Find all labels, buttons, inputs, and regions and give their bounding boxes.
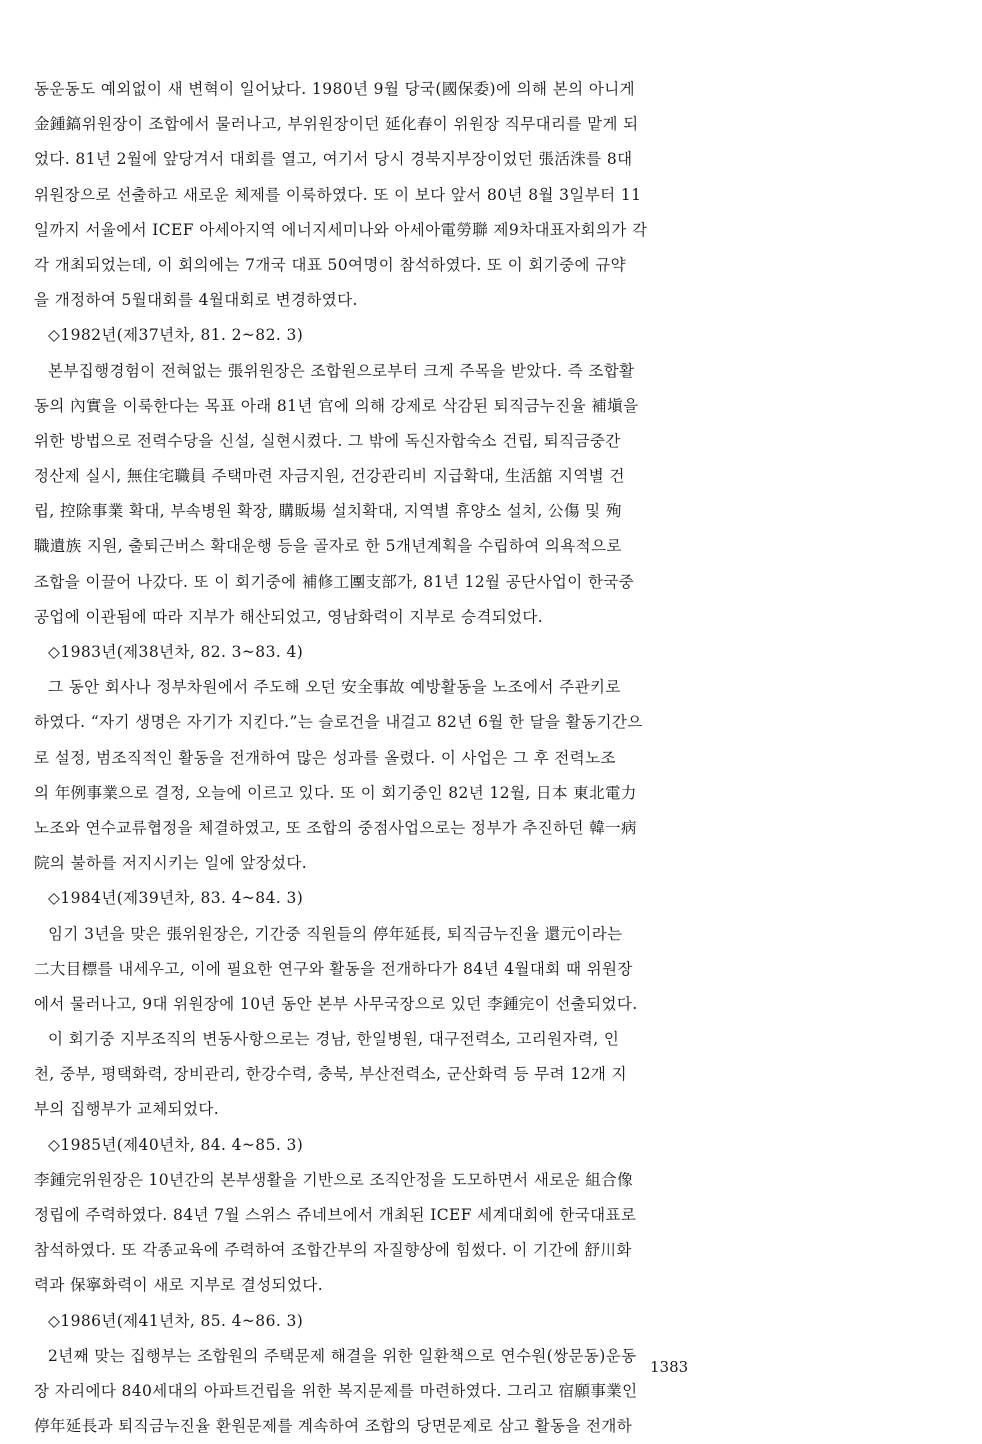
text-line: 職遺族 지원, 출퇴근버스 확대운행 등을 골자로 한 5개년계획을 수립하여 의욕적으로 xyxy=(34,537,622,556)
text-line: 하였다. “자기 생명은 자기가 지킨다.”는 슬로건을 내걸고 82년 6월 한 달을 활동기간으 xyxy=(34,713,643,732)
text-line: 에서 물러나고, 9대 위원장에 10년 동안 본부 사무국장으로 있던 李鍾完이 선출되었다. xyxy=(34,994,638,1013)
text-line: 립, 控除事業 확대, 부속병원 확장, 購販場 설치확대, 지역별 휴양소 설치, 公傷 및 殉 xyxy=(34,502,622,521)
text-line: 노조와 연수교류협정을 체결하였고, 또 조합의 중점사업으로는 정부가 추진하던 韓一病 xyxy=(34,818,637,837)
text-line: 일까지 서울에서 ICEF 아세아지역 에너지세미나와 아세아電勞聯 제9차대표자회의가 각 xyxy=(34,220,648,239)
text-line: 조합을 이끌어 나갔다. 또 이 회기중에 補修工團支部가, 81년 12월 공단사업이 한국중 xyxy=(34,572,635,591)
text-line: 로 설정, 범조직적인 활동을 전개하여 많은 성과를 올렸다. 이 사업은 그 후 전력노조 xyxy=(34,748,616,767)
text-line: 金鍾鎬위원장이 조합에서 물러나고, 부위원장이던 延化春이 위원장 직무대리를 맡게 되 xyxy=(34,115,639,134)
text-line: 장 자리에다 840세대의 아파트건립을 위한 복지문제를 마련하였다. 그리고 宿願事業인 xyxy=(34,1381,638,1400)
text-line: 본부집행경험이 전혀없는 張위원장은 조합원으로부터 크게 주목을 받았다. 즉 조합활 xyxy=(48,361,635,380)
text-line: 院의 불하를 저지시키는 일에 앞장섰다. xyxy=(34,854,308,873)
text-line: 李鍾完위원장은 10년간의 본부생활을 기반으로 조직안정을 도모하면서 새로운 組合像 xyxy=(34,1170,634,1189)
text-line: 었다. 81년 2월에 앞당겨서 대회를 열고, 여기서 당시 경북지부장이었던 張活洙를 8대 xyxy=(34,150,633,169)
text-line: 동운동도 예외없이 새 변혁이 일어났다. 1980년 9월 당국(國保委)에 의해 본의 아니게 xyxy=(34,80,635,98)
text-line: 참석하였다. 또 각종교육에 주력하여 조합간부의 자질향상에 힘썼다. 이 기간에 舒川화 xyxy=(34,1241,632,1260)
text-line: 부의 집행부가 교체되었다. xyxy=(34,1100,220,1119)
text-line: 을 개정하여 5월대회를 4월대회로 변경하였다. xyxy=(34,291,358,310)
text-line: 의 年例事業으로 결정, 오늘에 이르고 있다. 또 이 회기중인 82년 12월, 日本 東北電力 xyxy=(34,783,637,802)
section-heading: ◇1986년(제41년차, 85. 4~86. 3) xyxy=(48,1311,304,1330)
text-line: 二大目標를 내세우고, 이에 필요한 연구와 활동을 전개하다가 84년 4월대회 때 위원장 xyxy=(34,959,633,978)
page-number: 1383 xyxy=(650,1358,689,1376)
text-line: 천, 중부, 평택화력, 장비관리, 한강수력, 충북, 부산전력소, 군산화력 등 무려 12개 지 xyxy=(34,1065,627,1084)
text-line: 위한 방법으로 전력수당을 신설, 실현시켰다. 그 밖에 독신자합숙소 건립, 퇴직금중간 xyxy=(34,431,621,450)
text-line: 동의 內實을 이룩한다는 목표 아래 81년 官에 의해 강제로 삭감된 퇴직금누진율 補塡을 xyxy=(34,396,639,415)
document-body xyxy=(34,72,714,1444)
text-line: 위원장으로 선출하고 새로운 체제를 이룩하였다. 또 이 보다 앞서 80년 8월 3일부터 11 xyxy=(34,185,642,204)
text-line: 이 회기중 지부조직의 변동사항으로는 경남, 한일병원, 대구전력소, 고리원자력, 인 xyxy=(48,1030,620,1049)
text-line: 停年延長과 퇴직금누진율 환원문제를 계속하여 조합의 당면문제로 삼고 활동을 전개하 xyxy=(34,1417,633,1436)
text-line: 공업에 이관됨에 따라 지부가 해산되었고, 영남화력이 지부로 승격되었다. xyxy=(34,607,544,626)
text-line: 각 개최되었는데, 이 회의에는 7개국 대표 50여명이 참석하였다. 또 이 회기중에 규약 xyxy=(34,255,626,274)
text-line: 임기 3년을 맞은 張위원장은, 기간중 직원들의 停年延長, 퇴직금누진율 還元이라는 xyxy=(48,924,623,943)
section-heading: ◇1985년(제40년차, 84. 4~85. 3) xyxy=(48,1135,304,1154)
section-heading: ◇1982년(제37년차, 81. 2~82. 3) xyxy=(48,326,304,345)
text-line: 력과 保寧화력이 새로 지부로 결성되었다. xyxy=(34,1276,324,1295)
text-line: 정립에 주력하였다. 84년 7월 스위스 쥬네브에서 개최된 ICEF 세계대회에 한국대표로 xyxy=(34,1206,637,1224)
text-line: 2년째 맞는 집행부는 조합원의 주택문제 해결을 위한 일환책으로 연수원(쌍문동)운동 xyxy=(48,1346,637,1365)
section-heading: ◇1983년(제38년차, 82. 3~83. 4) xyxy=(48,643,304,661)
text-line: 그 동안 회사나 정부차원에서 주도해 오던 安全事故 예방활동을 노조에서 주관키로 xyxy=(48,678,621,697)
section-heading: ◇1984년(제39년차, 83. 4~84. 3) xyxy=(48,889,304,908)
text-line: 정산제 실시, 無住宅職員 주택마련 자금지원, 건강관리비 지급확대, 生活舘 지역별 건 xyxy=(34,467,625,486)
